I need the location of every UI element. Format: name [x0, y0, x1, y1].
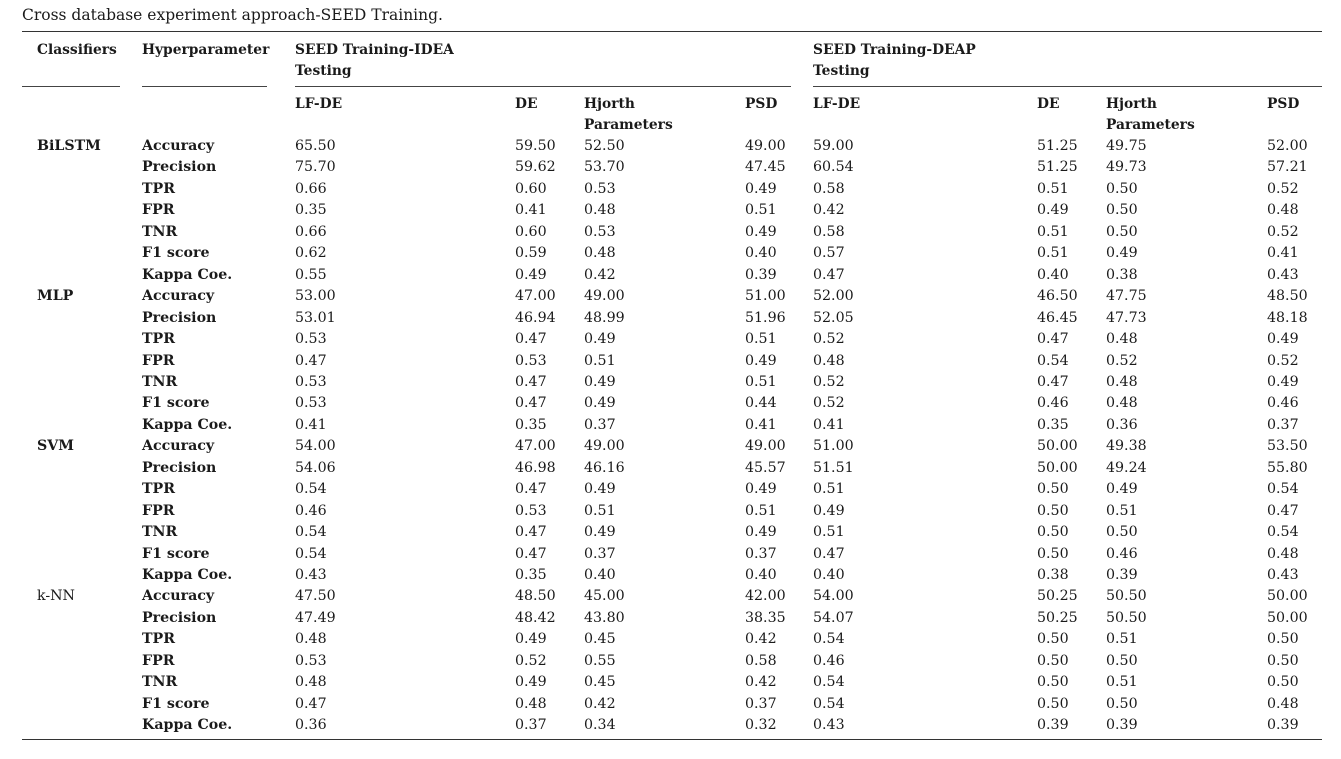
- hyperparameter-label: F1 score: [142, 245, 210, 262]
- table-cell: 0.45: [584, 631, 616, 648]
- hyperparameter-label: Precision: [142, 159, 217, 176]
- table-cell: 0.58: [745, 652, 777, 669]
- table-cell: 51.00: [813, 438, 854, 455]
- table-cell: 54.07: [813, 609, 854, 626]
- table-cell: 0.50: [1106, 223, 1138, 240]
- table-cell: 42.00: [745, 588, 786, 605]
- table-cell: 0.49: [584, 373, 616, 390]
- table-cell: 0.47: [813, 266, 845, 283]
- header-group1-line1: SEED Training-IDEA: [295, 42, 454, 58]
- table-cell: 0.40: [745, 245, 777, 262]
- table-cell: 0.51: [745, 502, 777, 519]
- table-cell: 47.49: [295, 609, 336, 626]
- table-cell: 0.52: [813, 331, 845, 348]
- hyperparameter-label: Accuracy: [142, 588, 215, 605]
- table-cell: 0.49: [584, 331, 616, 348]
- table-cell: 0.39: [745, 266, 777, 283]
- table-cell: 0.50: [1267, 652, 1299, 669]
- table-cell: 0.57: [813, 245, 845, 262]
- subheader-psd: PSD: [745, 96, 778, 112]
- table-cell: 48.18: [1267, 309, 1308, 326]
- header-hyperparameter: Hyperparameter: [142, 42, 270, 58]
- table-cell: 0.53: [295, 395, 327, 412]
- subheader-lfde: LF-DE: [295, 96, 343, 112]
- table-cell: 54.06: [295, 459, 336, 476]
- table-cell: 0.54: [1267, 481, 1299, 498]
- table-cell: 0.41: [295, 416, 327, 433]
- table-cell: 46.16: [584, 459, 625, 476]
- table-cell: 0.40: [813, 567, 845, 583]
- header-divider: [813, 86, 1322, 87]
- table-cell: 0.40: [745, 567, 777, 583]
- table-cell: 0.50: [1106, 180, 1138, 197]
- table-cell: 50.00: [1267, 588, 1308, 605]
- table-cell: 0.39: [1106, 717, 1138, 734]
- table-cell: 0.59: [515, 245, 547, 262]
- table-cell: 0.46: [813, 652, 845, 669]
- table-cell: 0.35: [1037, 416, 1069, 433]
- table-cell: 46.94: [515, 309, 556, 326]
- table-cell: 50.25: [1037, 588, 1078, 605]
- table-cell: 0.51: [813, 481, 845, 498]
- table-cell: 0.51: [1106, 502, 1138, 519]
- header-classifiers: Classifiers: [37, 42, 117, 58]
- table-cell: 53.00: [295, 288, 336, 305]
- table-cell: 0.44: [745, 395, 777, 412]
- table-cell: 0.47: [515, 331, 547, 348]
- table-cell: 0.54: [295, 545, 327, 562]
- table-cell: 47.45: [745, 159, 786, 176]
- table-cell: 53.70: [584, 159, 625, 176]
- table-cell: 0.50: [1267, 631, 1299, 648]
- hyperparameter-label: F1 score: [142, 545, 210, 562]
- table-cell: 52.00: [813, 288, 854, 305]
- table-cell: 0.48: [584, 245, 616, 262]
- table-cell: 0.51: [1106, 631, 1138, 648]
- table-cell: 0.48: [515, 695, 547, 712]
- table-cell: 0.54: [295, 524, 327, 541]
- table-cell: 0.54: [1037, 352, 1069, 369]
- table-cell: 48.50: [515, 588, 556, 605]
- table-cell: 0.47: [1037, 373, 1069, 390]
- table-cell: 0.32: [745, 717, 777, 734]
- table-cell: 0.50: [1037, 695, 1069, 712]
- table-cell: 0.48: [1106, 395, 1138, 412]
- table-cell: 0.49: [1106, 245, 1138, 262]
- table-cell: 60.54: [813, 159, 854, 176]
- table-cell: 59.00: [813, 138, 854, 154]
- hyperparameter-label: Accuracy: [142, 288, 215, 305]
- table-cell: 0.51: [745, 373, 777, 390]
- hyperparameter-label: TNR: [142, 674, 178, 691]
- hyperparameter-label: TNR: [142, 223, 178, 240]
- table-cell: 0.52: [1267, 180, 1299, 197]
- table-cell: 0.48: [1106, 331, 1138, 348]
- classifier-name: k-NN: [37, 588, 75, 605]
- hyperparameter-label: Precision: [142, 459, 217, 476]
- table-cell: 0.40: [584, 567, 616, 583]
- table-cell: 0.47: [515, 545, 547, 562]
- table-cell: 47.00: [515, 288, 556, 305]
- table-cell: 0.47: [295, 352, 327, 369]
- table-cell: 0.41: [813, 416, 845, 433]
- table-cell: 0.60: [515, 223, 547, 240]
- table-cell: 0.47: [295, 695, 327, 712]
- table-cell: 0.46: [295, 502, 327, 519]
- hyperparameter-label: Accuracy: [142, 438, 215, 455]
- table-caption: Cross database experiment approach-SEED Training.: [22, 6, 443, 24]
- table-cell: 0.50: [1037, 481, 1069, 498]
- table-cell: 0.50: [1267, 674, 1299, 691]
- table-cell: 0.58: [813, 223, 845, 240]
- table-cell: 50.25: [1037, 609, 1078, 626]
- table-cell: 50.00: [1037, 438, 1078, 455]
- table-cell: 0.35: [295, 202, 327, 219]
- hyperparameter-label: TNR: [142, 524, 178, 541]
- classifier-name: SVM: [37, 438, 74, 455]
- table-cell: 0.49: [1267, 331, 1299, 348]
- table-cell: 50.50: [1106, 588, 1147, 605]
- table-cell: 0.43: [295, 567, 327, 583]
- table-cell: 0.37: [584, 416, 616, 433]
- table-cell: 50.00: [1037, 459, 1078, 476]
- table-cell: 0.62: [295, 245, 327, 262]
- table-cell: 0.36: [1106, 416, 1138, 433]
- table-cell: 50.50: [1106, 609, 1147, 626]
- table-cell: 0.48: [584, 202, 616, 219]
- table-cell: 0.66: [295, 180, 327, 197]
- table-cell: 0.54: [1267, 524, 1299, 541]
- table-cell: 0.49: [1106, 481, 1138, 498]
- table-cell: 43.80: [584, 609, 625, 626]
- table-cell: 0.49: [515, 631, 547, 648]
- table-cell: 0.53: [584, 223, 616, 240]
- table-cell: 0.42: [584, 266, 616, 283]
- table-cell: 0.50: [1106, 524, 1138, 541]
- table-cell: 0.41: [745, 416, 777, 433]
- hyperparameter-label: Accuracy: [142, 138, 215, 154]
- table-cell: 0.42: [745, 631, 777, 648]
- hyperparameter-label: TPR: [142, 180, 176, 197]
- subheader-de: DE: [1037, 96, 1060, 112]
- table-cell: 47.73: [1106, 309, 1147, 326]
- table-cell: 0.49: [584, 481, 616, 498]
- table-cell: 51.25: [1037, 138, 1078, 154]
- table-cell: 0.47: [813, 545, 845, 562]
- table-cell: 0.49: [745, 223, 777, 240]
- header-divider: [295, 86, 791, 87]
- table-cell: 0.51: [1106, 674, 1138, 691]
- table-cell: 0.41: [515, 202, 547, 219]
- table-cell: 0.53: [295, 331, 327, 348]
- table-cell: 45.57: [745, 459, 786, 476]
- table-cell: 0.58: [813, 180, 845, 197]
- table-cell: 0.35: [515, 567, 547, 583]
- table-cell: 75.70: [295, 159, 336, 176]
- table-cell: 0.49: [745, 180, 777, 197]
- table-cell: 0.35: [515, 416, 547, 433]
- table-cell: 0.48: [813, 352, 845, 369]
- table-cell: 46.50: [1037, 288, 1078, 305]
- table-cell: 0.49: [515, 674, 547, 691]
- table-cell: 0.48: [1267, 202, 1299, 219]
- table-bottom-rule: [22, 739, 1322, 740]
- table-cell: 45.00: [584, 588, 625, 605]
- table-cell: 0.50: [1037, 502, 1069, 519]
- table-cell: 0.53: [515, 502, 547, 519]
- table-cell: 0.46: [1106, 545, 1138, 562]
- table-cell: 0.53: [515, 352, 547, 369]
- table-cell: 51.00: [745, 288, 786, 305]
- hyperparameter-label: Kappa Coe.: [142, 567, 233, 583]
- table-cell: 49.24: [1106, 459, 1147, 476]
- subheader-hjorth-line1: Hjorth: [584, 96, 635, 112]
- table-cell: 0.37: [584, 545, 616, 562]
- table-cell: 49.00: [745, 138, 786, 154]
- table-cell: 0.52: [1267, 352, 1299, 369]
- table-cell: 0.60: [515, 180, 547, 197]
- hyperparameter-label: Kappa Coe.: [142, 266, 233, 283]
- hyperparameter-label: F1 score: [142, 695, 210, 712]
- table-cell: 0.49: [584, 524, 616, 541]
- table-cell: 0.49: [745, 524, 777, 541]
- table-cell: 0.52: [1267, 223, 1299, 240]
- table-cell: 0.55: [295, 266, 327, 283]
- hyperparameter-label: Precision: [142, 609, 217, 626]
- classifier-name: BiLSTM: [37, 138, 101, 154]
- table-cell: 0.42: [745, 674, 777, 691]
- hyperparameter-label: Kappa Coe.: [142, 416, 233, 433]
- table-cell: 0.48: [1267, 545, 1299, 562]
- table-cell: 0.54: [813, 695, 845, 712]
- table-cell: 0.37: [1267, 416, 1299, 433]
- table-cell: 0.37: [745, 545, 777, 562]
- table-cell: 0.50: [1106, 695, 1138, 712]
- table-cell: 0.53: [295, 373, 327, 390]
- subheader-hjorth-line2: Parameters: [584, 117, 673, 133]
- table-cell: 0.51: [745, 331, 777, 348]
- header-divider: [22, 86, 120, 87]
- table-cell: 0.48: [295, 674, 327, 691]
- table-cell: 0.49: [515, 266, 547, 283]
- table-cell: 0.51: [584, 352, 616, 369]
- table-cell: 0.50: [1106, 202, 1138, 219]
- header-group2-line1: SEED Training-DEAP: [813, 42, 976, 58]
- table-cell: 0.47: [515, 395, 547, 412]
- table-cell: 0.37: [515, 717, 547, 734]
- table-cell: 0.41: [1267, 245, 1299, 262]
- table-cell: 65.50: [295, 138, 336, 154]
- table-cell: 49.00: [584, 438, 625, 455]
- table-cell: 0.54: [813, 674, 845, 691]
- table-cell: 52.00: [1267, 138, 1308, 154]
- table-cell: 0.46: [1037, 395, 1069, 412]
- hyperparameter-label: FPR: [142, 202, 175, 219]
- table-cell: 48.99: [584, 309, 625, 326]
- hyperparameter-label: FPR: [142, 352, 175, 369]
- table-cell: 0.49: [745, 481, 777, 498]
- table-cell: 55.80: [1267, 459, 1308, 476]
- table-cell: 0.43: [1267, 266, 1299, 283]
- hyperparameter-label: FPR: [142, 652, 175, 669]
- table-cell: 0.52: [813, 373, 845, 390]
- hyperparameter-label: TNR: [142, 373, 178, 390]
- table-cell: 0.49: [584, 395, 616, 412]
- table-cell: 51.51: [813, 459, 854, 476]
- table-cell: 0.54: [813, 631, 845, 648]
- table-cell: 0.34: [584, 717, 616, 734]
- hyperparameter-label: Kappa Coe.: [142, 717, 233, 734]
- table-cell: 0.54: [295, 481, 327, 498]
- table-cell: 49.73: [1106, 159, 1147, 176]
- table-cell: 0.38: [1106, 266, 1138, 283]
- table-cell: 0.50: [1037, 674, 1069, 691]
- table-cell: 0.49: [1037, 202, 1069, 219]
- table-cell: 0.45: [584, 674, 616, 691]
- table-cell: 49.38: [1106, 438, 1147, 455]
- classifier-name: MLP: [37, 288, 74, 305]
- hyperparameter-label: TPR: [142, 481, 176, 498]
- hyperparameter-label: TPR: [142, 631, 176, 648]
- table-cell: 46.98: [515, 459, 556, 476]
- table-cell: 0.50: [1037, 545, 1069, 562]
- table-cell: 47.50: [295, 588, 336, 605]
- header-group1-line2: Testing: [295, 63, 352, 79]
- hyperparameter-label: TPR: [142, 331, 176, 348]
- table-cell: 0.38: [1037, 567, 1069, 583]
- table-top-rule: [22, 31, 1322, 32]
- table-cell: 0.50: [1037, 524, 1069, 541]
- table-cell: 49.00: [745, 438, 786, 455]
- table-cell: 0.47: [515, 481, 547, 498]
- table-cell: 49.00: [584, 288, 625, 305]
- table-cell: 0.40: [1037, 266, 1069, 283]
- table-cell: 0.48: [295, 631, 327, 648]
- table-cell: 0.50: [1037, 652, 1069, 669]
- header-divider: [142, 86, 267, 87]
- table-cell: 0.43: [813, 717, 845, 734]
- table-cell: 0.39: [1106, 567, 1138, 583]
- table-cell: 0.47: [1267, 502, 1299, 519]
- table-cell: 0.36: [295, 717, 327, 734]
- table-cell: 0.48: [1106, 373, 1138, 390]
- table-cell: 0.42: [813, 202, 845, 219]
- table-cell: 47.00: [515, 438, 556, 455]
- table-cell: 0.52: [515, 652, 547, 669]
- table-cell: 0.39: [1037, 717, 1069, 734]
- hyperparameter-label: Precision: [142, 309, 217, 326]
- table-cell: 59.62: [515, 159, 556, 176]
- table-cell: 0.42: [584, 695, 616, 712]
- table-cell: 51.25: [1037, 159, 1078, 176]
- table-cell: 0.49: [745, 352, 777, 369]
- table-cell: 0.48: [1267, 695, 1299, 712]
- table-cell: 0.46: [1267, 395, 1299, 412]
- subheader-de: DE: [515, 96, 538, 112]
- table-cell: 0.51: [813, 524, 845, 541]
- table-cell: 0.51: [584, 502, 616, 519]
- table-cell: 0.53: [584, 180, 616, 197]
- table-cell: 0.51: [745, 202, 777, 219]
- table-cell: 47.75: [1106, 288, 1147, 305]
- table-cell: 53.50: [1267, 438, 1308, 455]
- table-cell: 0.51: [1037, 223, 1069, 240]
- table-cell: 0.37: [745, 695, 777, 712]
- table-cell: 0.43: [1267, 567, 1299, 583]
- table-cell: 0.66: [295, 223, 327, 240]
- table-cell: 0.50: [1106, 652, 1138, 669]
- subheader-hjorth-line1: Hjorth: [1106, 96, 1157, 112]
- table-cell: 59.50: [515, 138, 556, 154]
- table-cell: 0.47: [515, 373, 547, 390]
- table-cell: 0.49: [1267, 373, 1299, 390]
- table-cell: 0.47: [1037, 331, 1069, 348]
- table-cell: 51.96: [745, 309, 786, 326]
- table-cell: 48.42: [515, 609, 556, 626]
- table-cell: 0.52: [1106, 352, 1138, 369]
- table-cell: 52.05: [813, 309, 854, 326]
- table-cell: 50.00: [1267, 609, 1308, 626]
- table-cell: 0.51: [1037, 180, 1069, 197]
- hyperparameter-label: F1 score: [142, 395, 210, 412]
- subheader-psd: PSD: [1267, 96, 1300, 112]
- table-cell: 49.75: [1106, 138, 1147, 154]
- table-cell: 0.49: [813, 502, 845, 519]
- table-cell: 0.55: [584, 652, 616, 669]
- subheader-hjorth-line2: Parameters: [1106, 117, 1195, 133]
- table-cell: 52.50: [584, 138, 625, 154]
- header-group2-line2: Testing: [813, 63, 870, 79]
- subheader-lfde: LF-DE: [813, 96, 861, 112]
- table-cell: 53.01: [295, 309, 336, 326]
- table-cell: 38.35: [745, 609, 786, 626]
- table-cell: 0.39: [1267, 717, 1299, 734]
- table-cell: 46.45: [1037, 309, 1078, 326]
- table-cell: 54.00: [295, 438, 336, 455]
- table-cell: 0.47: [515, 524, 547, 541]
- table-cell: 0.52: [813, 395, 845, 412]
- table-cell: 48.50: [1267, 288, 1308, 305]
- table-cell: 0.53: [295, 652, 327, 669]
- table-cell: 57.21: [1267, 159, 1308, 176]
- hyperparameter-label: FPR: [142, 502, 175, 519]
- table-cell: 0.51: [1037, 245, 1069, 262]
- table-cell: 54.00: [813, 588, 854, 605]
- table-cell: 0.50: [1037, 631, 1069, 648]
